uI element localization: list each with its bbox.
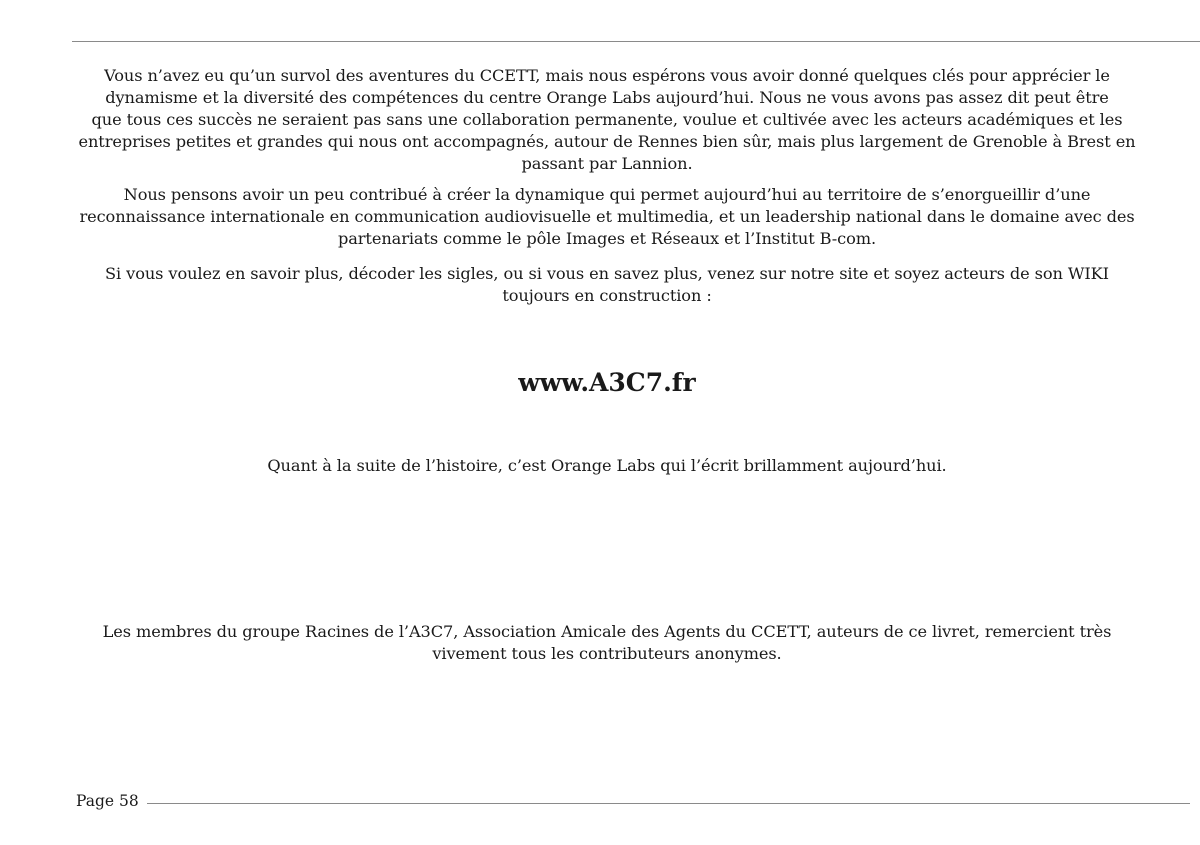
text-line: Vous n’avez eu qu’un survol des aventures du CCETT, mais nous espérons vous avoir donné quelques clés pour apprécier le [104, 66, 1110, 85]
paragraph-contribution [76, 184, 1138, 250]
header-divider [72, 41, 1200, 42]
text-line: passant par Lannion. [521, 154, 693, 173]
paragraph-acknowledgements [76, 621, 1138, 665]
text-line: toujours en construction : [502, 286, 712, 305]
paragraph-intro [76, 65, 1138, 175]
website-url[interactable]: www.A3C7.fr [518, 368, 696, 397]
text-line: Si vous voulez en savoir plus, décoder les sigles, ou si vous en savez plus, venez sur notre site et soyez acteurs de son WIKI [105, 264, 1109, 283]
text-line: entreprises petites et grandes qui nous ont accompagnés, autour de Rennes bien sûr, mais plus largement de Grenoble à Brest en [78, 132, 1136, 151]
paragraph-learn-more [76, 263, 1138, 307]
text-line: vivement tous les contributeurs anonymes. [432, 644, 782, 663]
text-line: que tous ces succès ne seraient pas sans une collaboration permanente, voulue et cultivée avec les acteurs académiques et les [91, 110, 1123, 129]
text-line: Nous pensons avoir un peu contribué à créer la dynamique qui permet aujourd’hui au territoire de s’enorgueillir d’une [123, 185, 1091, 204]
paragraph-continuation [76, 455, 1138, 477]
page-footer [76, 790, 1190, 812]
page-number: Page 58 [76, 792, 139, 810]
text-line: dynamisme et la diversité des compétences du centre Orange Labs aujourd’hui. Nous ne vous avons pas assez dit peut être [105, 88, 1109, 107]
footer-divider [147, 803, 1190, 804]
text-line: Quant à la suite de l’histoire, c’est Orange Labs qui l’écrit brillamment aujourd’hui. [267, 456, 947, 475]
text-line: Les membres du groupe Racines de l’A3C7, Association Amicale des Agents du CCETT, auteurs de ce livret, remercient très [102, 622, 1112, 641]
text-line: reconnaissance internationale en communication audiovisuelle et multimedia, et un leadership national dans le domaine avec des [79, 207, 1135, 226]
text-line: partenariats comme le pôle Images et Réseaux et l’Institut B-com. [337, 229, 877, 248]
